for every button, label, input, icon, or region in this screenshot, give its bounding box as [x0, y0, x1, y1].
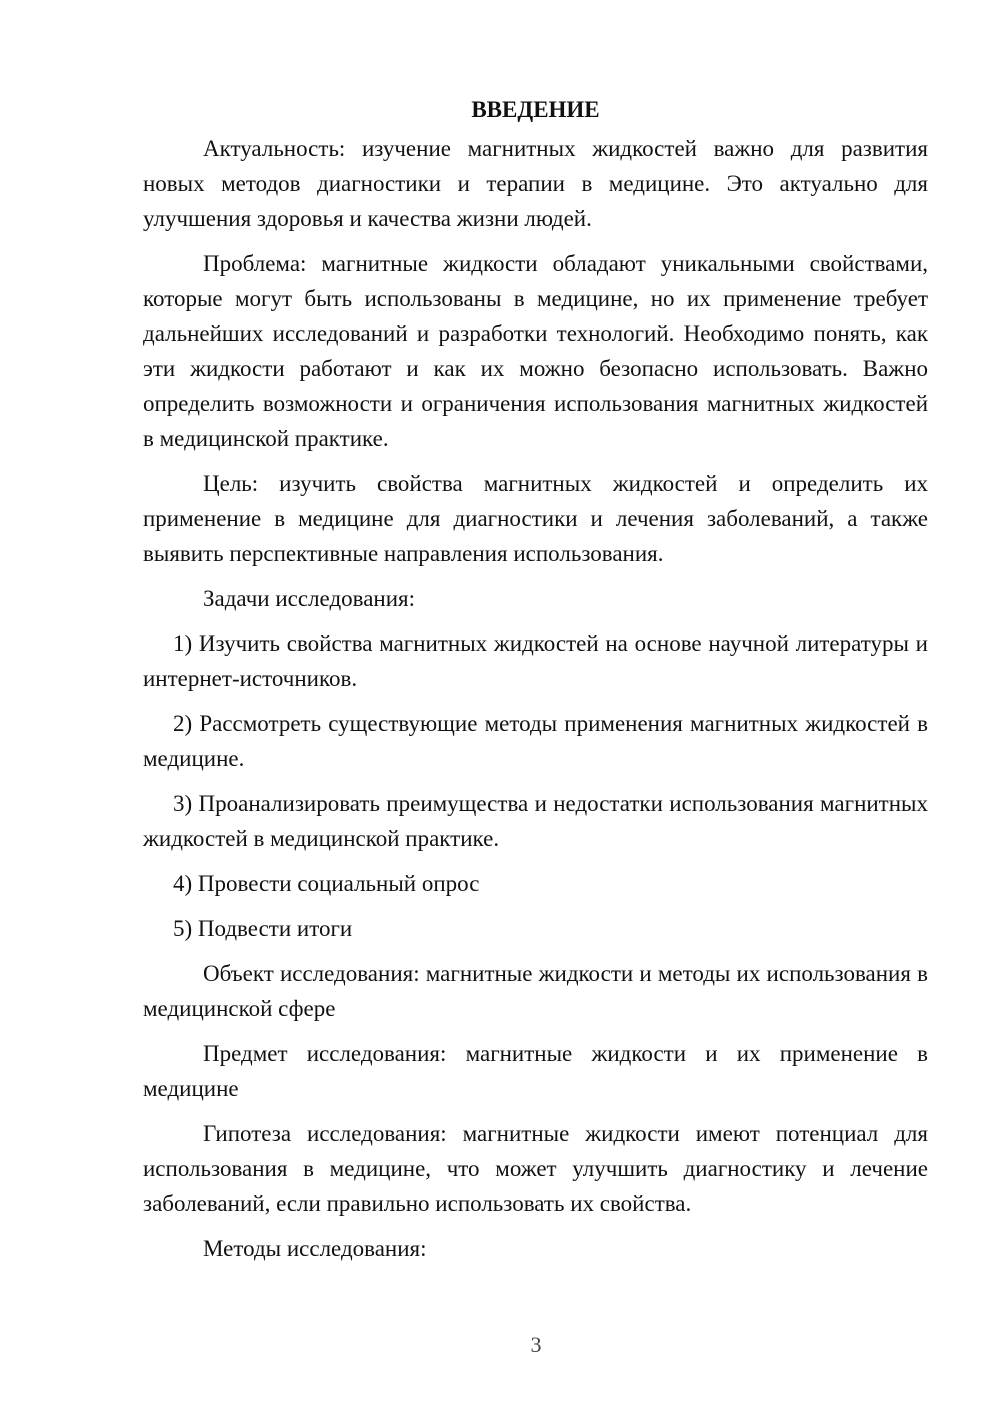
task-item-4: 4) Провести социальный опрос — [173, 871, 480, 896]
task-item-5: 5) Подвести итоги — [173, 916, 353, 941]
task-item-1: 1) Изучить свойства магнитных жидкостей на основе научной литературы и интернет-источников. — [143, 631, 928, 691]
page-content — [143, 92, 928, 1276]
paragraph-problem: Проблема: магнитные жидкости обладают уникальными свойствами, которые могут быть использованы в медицине, но их применение требует дальнейших исследований и разработки технологий. Необходимо понять, как эти жидкости работают и как их можно безопасно использовать. Важно определить возможности и ограничения использования магнитных жидкостей в медицинской практике. — [143, 251, 928, 451]
task-item-2: 2) Рассмотреть существующие методы применения магнитных жидкостей в медицине. — [143, 711, 928, 771]
paragraph-subject: Предмет исследования: магнитные жидкости и их применение в медицине — [143, 1041, 928, 1101]
task-item-3: 3) Проанализировать преимущества и недостатки использования магнитных жидкостей в медицинской практике. — [143, 791, 928, 851]
paragraph-methods: Методы исследования: — [203, 1236, 427, 1261]
paragraph-goal: Цель: изучить свойства магнитных жидкостей и определить их применение в медицине для диагностики и лечения заболеваний, а также выявить перспективные направления использования. — [143, 471, 928, 566]
paragraph-object: Объект исследования: магнитные жидкости и методы их использования в медицинской сфере — [143, 961, 928, 1021]
paragraph-tasks-heading: Задачи исследования: — [203, 586, 416, 611]
paragraph-relevance: Актуальность: изучение магнитных жидкостей важно для развития новых методов диагностики и терапии в медицине. Это актуально для улучшения здоровья и качества жизни людей. — [143, 136, 928, 231]
page-number: 3 — [530, 1332, 542, 1357]
section-title: ВВЕДЕНИЕ — [471, 97, 600, 122]
paragraph-hypothesis: Гипотеза исследования: магнитные жидкости имеют потенциал для использования в медицине, что может улучшить диагностику и лечение заболеваний, если правильно использовать их свойства. — [143, 1121, 928, 1216]
